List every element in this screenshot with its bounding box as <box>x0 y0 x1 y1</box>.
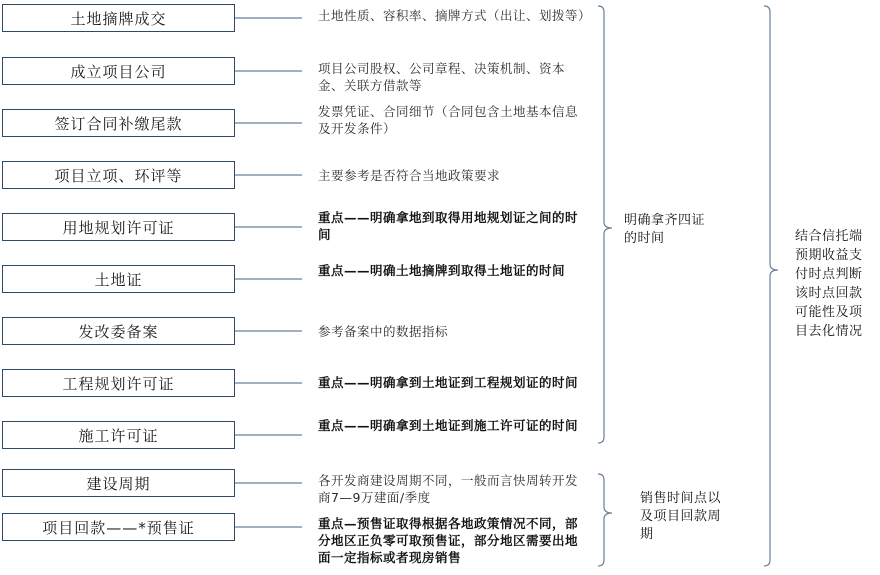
step-note: 重点——明确拿地到取得用地规划证之间的时间 <box>318 210 579 242</box>
step-box: 建设周期 <box>2 469 235 497</box>
step-note: 重点——明确土地摘牌到取得土地证的时间 <box>318 263 566 278</box>
conclusion-label: 结合信托端预期收益支付时点判断该时点回款可能性及项目去化情况 <box>795 229 863 339</box>
step-box: 土地摘牌成交 <box>2 4 235 32</box>
step-note: 发票凭证、合同细节（合同包含土地基本信息及开发条件） <box>318 104 579 136</box>
step-note: 土地性质、容积率、摘牌方式（出让、划拨等） <box>318 8 592 23</box>
step-note: 重点——明确拿到土地证到工程规划证的时间 <box>318 375 579 390</box>
step-box: 成立项目公司 <box>2 57 235 85</box>
group-label-sales: 销售时间点以及项目回款周期 <box>640 491 722 542</box>
step-box: 施工许可证 <box>2 421 235 449</box>
step-box: 土地证 <box>2 265 235 293</box>
step-note: 各开发商建设周期不同，一般而言快周转开发商7—9万建面/季度 <box>318 473 579 505</box>
bracket-certificates <box>598 6 612 443</box>
step-box: 签订合同补缴尾款 <box>2 109 235 137</box>
bracket-conclusion <box>764 6 778 566</box>
step-box: 发改委备案 <box>2 317 235 345</box>
bracket-sales <box>598 474 612 566</box>
step-box: 工程规划许可证 <box>2 369 235 397</box>
step-note: 项目公司股权、公司章程、决策机制、资本金、关联方借款等 <box>318 61 566 93</box>
step-box: 项目回款——*预售证 <box>2 513 235 541</box>
step-note: 参考备案中的数据指标 <box>318 324 449 339</box>
group-label-certificates: 明确拿齐四证的时间 <box>624 213 706 246</box>
step-box: 用地规划许可证 <box>2 213 235 241</box>
step-note: 主要参考是否符合当地政策要求 <box>318 168 501 183</box>
step-note: 重点——明确拿到土地证到施工许可证的时间 <box>318 418 579 433</box>
step-note: 重点—预售证取得根据各地政策情况不同，部分地区正负零可取预售证，部分地区需要出地面一定指标或者现房销售 <box>318 516 579 565</box>
step-box: 项目立项、环评等 <box>2 161 235 189</box>
